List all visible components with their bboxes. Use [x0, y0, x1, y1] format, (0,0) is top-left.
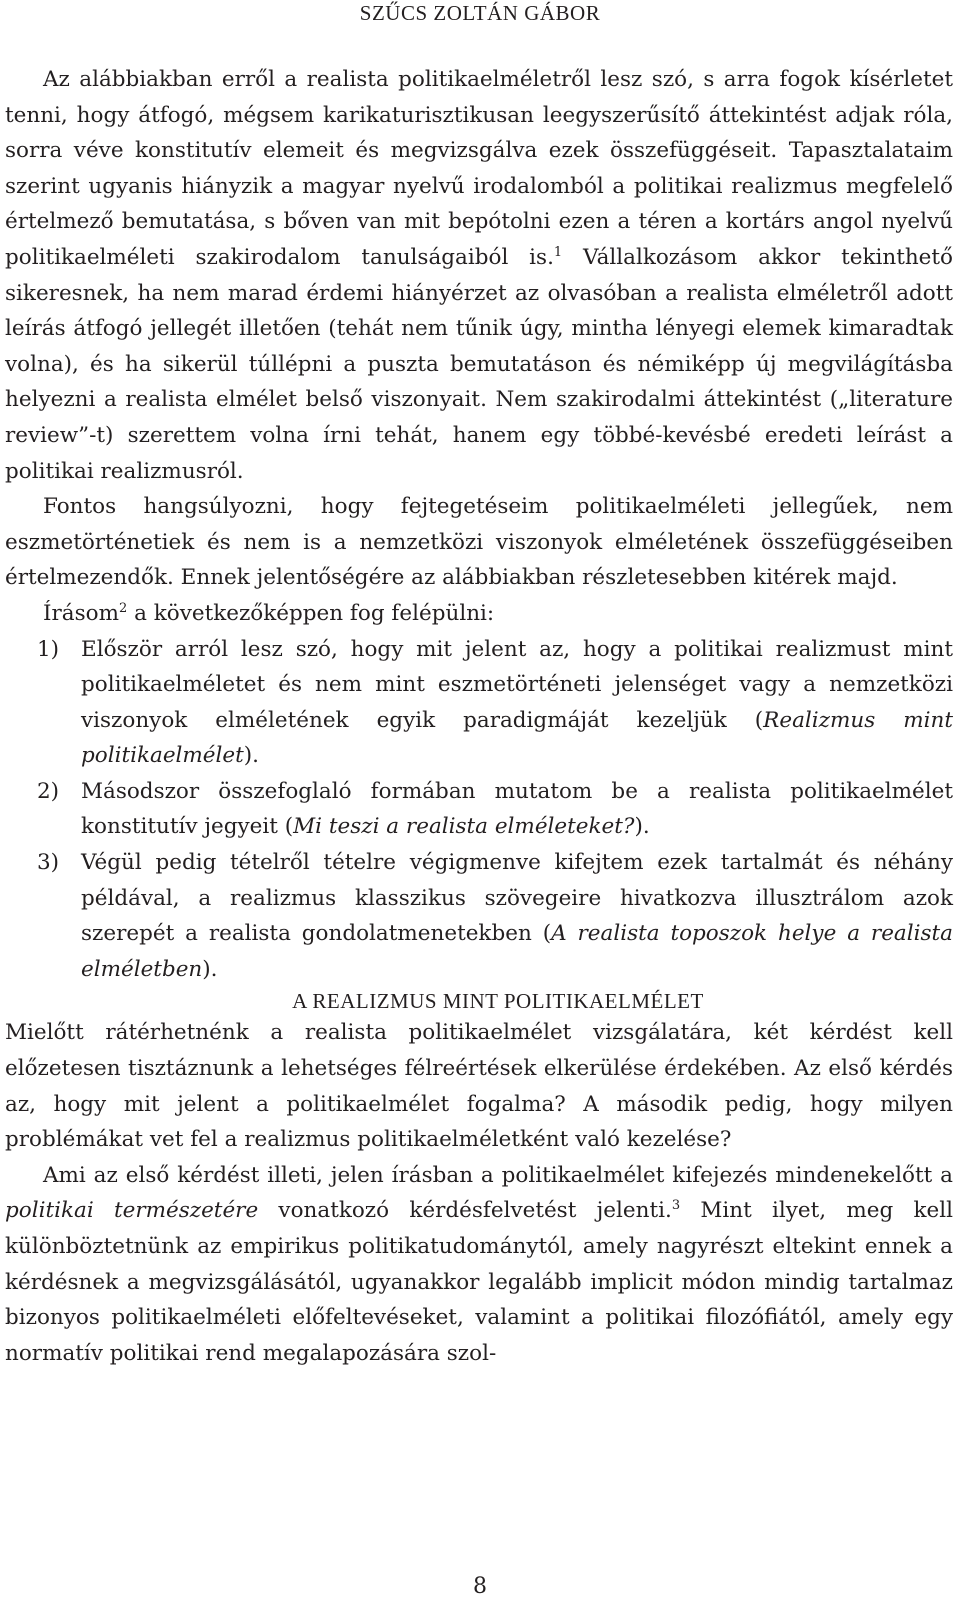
paragraph-intro-part-b: Vállalkozásom akkor tekinthető sikeresnek, ha nem marad érdemi hiányérzet az olvasóban a realista elméletről adott leírás átfogó jellegét illetően (tehát nem tűnik úgy, mintha lényegi elemek kimaradtak volna), és ha sikerül túllépni a puszta bemutatáson és némiképp új megvilágításba helyezni a realista elmélet belső viszonyait. Nem szakirodalmi áttekintést („literature review”-t) szerettem volna írni tehát, hanem egy többé-kevésbé eredeti leírást a politikai realizmusról. [5, 244, 953, 484]
paragraph-structure-part-a: Írásom [43, 600, 119, 626]
list-item-text: Másodszor összefoglaló formában mutatom be a realista politikaelmélet konstitutív jegyeit ( [81, 778, 953, 840]
paragraph-definition-part-b: vonatkozó kérdésfelvetést jelenti. [258, 1198, 672, 1224]
list-item [5, 774, 953, 845]
paragraph-intro-part-a: Az alábbiakban erről a realista politikaelméletről lesz szó, s arra fogok kísérletet tenni, hogy átfogó, mégsem karikaturisztikusan leegyszerűsítő áttekintést adjak róla, sorra véve konstitutív elemeit és megvizsgálva ezek összefüggéseit. Tapasztalataim szerint ugyanis hiányzik a magyar nyelvű irodalomból a politikai realizmus megfelelő értelmező bemutatása, s bőven van mit bepótolni ezen a téren a kortárs angol nyelvű politikaelméleti szakirodalom tanulságaiból is. [5, 67, 953, 270]
paragraph-definition-emphasis: politikai természetére [5, 1198, 259, 1224]
paragraph-structure [5, 596, 953, 632]
list-item-closing: ). [202, 956, 218, 982]
body-text [5, 62, 953, 1371]
paragraph-definition-part-c: Mint ilyet, meg kell különböztetnünk az empirikus politikatudománytól, amely nagyrészt eltekint ennek a kérdésnek a megvizsgálásától, ugyanakkor legalább implicit módon mindig tartalmaz bizonyos politikaelméleti előfeltevéseket, valamint a politikai filozófiától, amely egy normatív politikai rend megalapozására szol- [5, 1198, 954, 1366]
list-item-closing: ). [634, 814, 650, 840]
footnote-ref-1[interactable]: 1 [553, 244, 563, 260]
section-heading: A REALIZMUS MINT POLITIKAELMÉLET [292, 989, 704, 1014]
running-head: SZŰCS ZOLTÁN GÁBOR [359, 1, 601, 25]
footnote-ref-3[interactable]: 3 [671, 1198, 681, 1214]
list-item-number: 3) [37, 850, 60, 876]
list-item-section-title: Mi teszi a realista elméleteket? [293, 814, 635, 840]
page-number: 8 [473, 1574, 487, 1599]
list-item-number: 1) [37, 636, 60, 662]
list-item-number: 2) [37, 778, 60, 804]
list-item-section-title: A realista toposzok helye a realista elméletben [81, 921, 953, 982]
list-item-text: Először arról lesz szó, hogy mit jelent az, hogy a politikai realizmust mint politikaelméletet és nem mint eszmetörténeti jelenséget vagy a nemzetközi viszonyok elméletének egyik paradigmáját kezeljük ( [81, 636, 953, 733]
paragraph-definition [5, 1158, 953, 1372]
list-item [5, 632, 953, 774]
paragraph-structure-part-b: a következőképpen fog felépülni: [127, 600, 495, 626]
list-item-closing: ). [243, 743, 260, 769]
paragraph-questions: Mielőtt rátérhetnénk a realista politikaelmélet vizsgálatára, két kérdést kell előzetesen tisztáznunk a lehetséges félreértések elkerülése érdekében. Az első kérdés az, hogy mit jelent a politikaelmélet fogalma? A második pedig, hogy milyen problémákat vet fel a realizmus politikaelméletként való kezelése? [5, 1020, 953, 1153]
list-item-text: Végül pedig tételről tételre végigmenve kifejtem ezek tartalmát és néhány példával, a realizmus klasszikus szövegeire hivatkozva illusztrálom azok szerepét a realista gondolatmenetekben ( [81, 850, 953, 947]
list-item [5, 845, 953, 987]
paragraph-intro [5, 62, 953, 489]
footnote-ref-2[interactable]: 2 [118, 600, 128, 616]
list-item-section-title: Realizmus mint politikaelmélet [81, 707, 953, 769]
outline-list [5, 632, 953, 988]
paragraph-emphasis: Fontos hangsúlyozni, hogy fejtegetéseim politikaelméleti jellegűek, nem eszmetörténetiek és nem is a nemzetközi viszonyok elméletének összefüggéseiben értelmezendők. Ennek jelentőségére az alábbiakban részletesebben kitérek majd. [5, 494, 953, 591]
paragraph-definition-part-a: Ami az első kérdést illeti, jelen írásban a politikaelmélet kifejezés mindenekelőtt a [43, 1162, 953, 1188]
